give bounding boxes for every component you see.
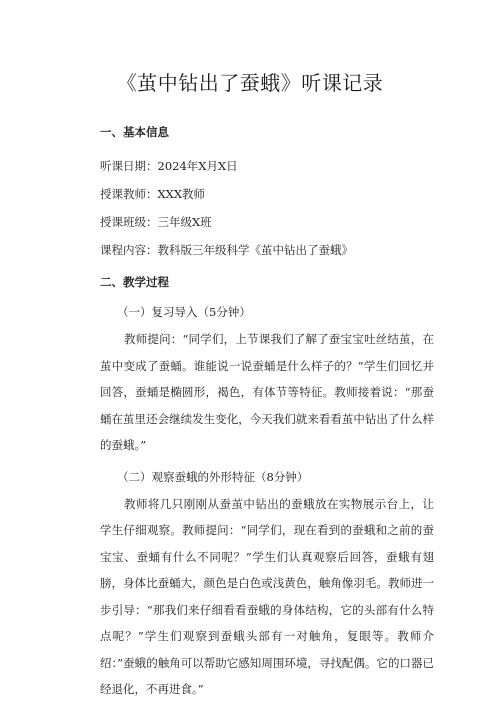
paragraph-observe-moth: 教师将几只刚刚从蚕茧中钻出的蚕蛾放在实物展示台上，让学生仔细观察。教师提问：“同学们，现在看到的蚕蛾和之前的蚕宝宝、蚕蛹有什么不同呢？”学生们认真观察后回答，蚕蛾有翅膀，身体比蚕蛹大，颜色是白色或浅黄色，触角像羽毛。教师进一步引导：“那我们来仔细看看蚕蛾的身体结构，它的头部有什么特点呢？”学生们观察到蚕蛾头部有一对触角，复眼等。教师介绍：”蚕蛾的触角可以帮助它感知周围环境，寻找配偶。它的口器已经退化，不再进食。” [100,496,434,696]
document-title: 《茧中钻出了蚕蛾》听课记录 [116,71,384,95]
document-body [100,124,434,713]
info-content: 课程内容：教科版三年级科学《茧中钻出了蚕蛾》 [100,243,353,257]
section-heading-teaching-process: 二、教学过程 [100,275,169,289]
info-date: 听课日期：2024年X月X日 [100,159,238,173]
subheading-review-intro: （一）复习导入（5分钟） [117,305,251,319]
section-heading-basic-info: 一、基本信息 [100,125,169,139]
paragraph-review-intro: 教师提问：“同学们，上节课我们了解了蚕宝宝吐丝结茧，在茧中变成了蚕蛹。谁能说一说蚕蛹是什么样子的？”学生们回忆并回答，蚕蛹是椭圆形，褐色，有体节等特征。教师接着说：“那蚕蛹在茧里还会继续发生变化，今天我们就来看看茧中钻出了什么样的蚕蛾。” [100,332,434,452]
info-teacher: 授课教师：XXX教师 [100,187,206,201]
subheading-observe-moth: （二）观察蚕蛾的外形特征（8分钟） [117,469,309,484]
info-class: 授课班级：三年级X班 [100,215,212,229]
